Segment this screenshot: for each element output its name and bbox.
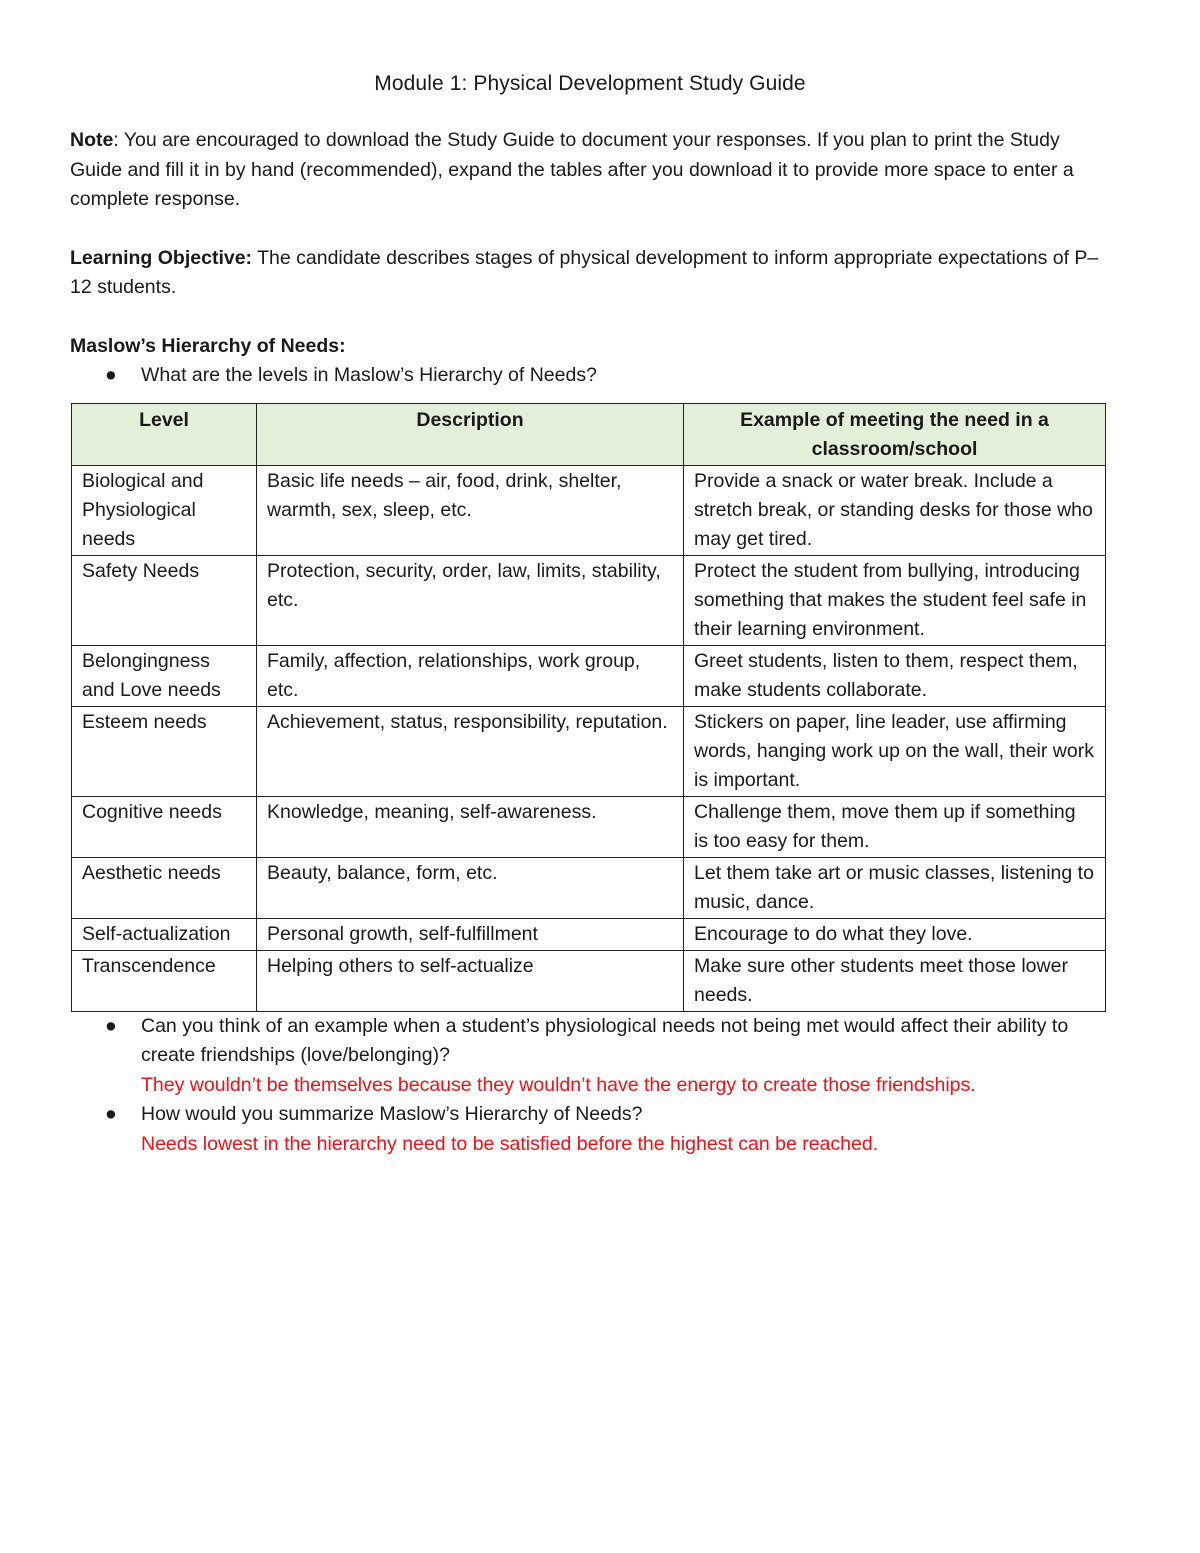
description-cell: Knowledge, meaning, self-awareness. xyxy=(257,796,684,857)
example-cell: Stickers on paper, line leader, use affirming words, hanging work up on the wall, their work is important. xyxy=(684,706,1106,796)
bullet-icon: ● xyxy=(105,1014,117,1037)
table-row xyxy=(72,857,1106,918)
example-cell: Let them take art or music classes, listening to music, dance. xyxy=(684,857,1106,918)
level-cell: Belongingness and Love needs xyxy=(72,645,257,706)
example-cell: Challenge them, move them up if something is too easy for them. xyxy=(684,796,1106,857)
list-item xyxy=(70,1012,1110,1101)
table-row xyxy=(72,706,1106,796)
list-item xyxy=(70,1100,1110,1159)
table-row xyxy=(72,796,1106,857)
table-row xyxy=(72,645,1106,706)
list-item xyxy=(70,361,1110,391)
column-header-level: Level xyxy=(72,403,257,465)
description-cell: Protection, security, order, law, limits, stability, etc. xyxy=(257,555,684,645)
level-cell: Aesthetic needs xyxy=(72,857,257,918)
example-cell: Protect the student from bullying, introducing something that makes the student feel safe in their learning environment. xyxy=(684,555,1106,645)
level-cell: Esteem needs xyxy=(72,706,257,796)
needs-table xyxy=(71,403,1106,1012)
example-cell: Greet students, listen to them, respect them, make students collaborate. xyxy=(684,645,1106,706)
level-cell: Biological and Physiological needs xyxy=(72,465,257,555)
follow-up-question-list xyxy=(70,1012,1110,1160)
table-row xyxy=(72,465,1106,555)
note-label: Note xyxy=(70,129,114,151)
question-text: Can you think of an example when a student’s physiological needs not being met would affect their ability to create friendships (love/belonging)? xyxy=(141,1014,1069,1066)
table-row xyxy=(72,950,1106,1011)
note-paragraph xyxy=(70,126,1110,215)
column-header-description: Description xyxy=(257,403,684,465)
description-cell: Personal growth, self-fulfillment xyxy=(257,918,684,950)
document-page xyxy=(70,70,1110,1159)
learning-objective-text: The candidate describes stages of physical development to inform appropriate expectations of P–12 students. xyxy=(70,246,1099,298)
learning-objective-label: Learning Objective: xyxy=(70,246,253,269)
description-cell: Family, affection, relationships, work group, etc. xyxy=(257,645,684,706)
question-text: How would you summarize Maslow’s Hierarchy of Needs? xyxy=(141,1103,643,1125)
level-cell: Safety Needs xyxy=(72,555,257,645)
answer-text: They wouldn’t be themselves because they wouldn’t have the energy to create those friendships. xyxy=(141,1073,976,1096)
answer-text: Needs lowest in the hierarchy need to be satisfied before the highest can be reached. xyxy=(141,1132,879,1155)
note-text: : You are encouraged to download the Study Guide to document your responses. If you plan to print the Study Guide and fill it in by hand (recommended), expand the tables after you download it to provide more space to enter a complete response. xyxy=(70,129,1074,210)
table-row xyxy=(72,918,1106,950)
example-cell: Provide a snack or water break. Include a stretch break, or standing desks for those who may get tired. xyxy=(684,465,1106,555)
table-header-row xyxy=(72,403,1106,465)
learning-objective-paragraph xyxy=(70,244,1110,303)
maslow-heading: Maslow’s Hierarchy of Needs: xyxy=(70,334,346,357)
example-cell: Encourage to do what they love. xyxy=(684,918,1106,950)
maslow-question: What are the levels in Maslow’s Hierarchy of Needs? xyxy=(141,364,597,386)
level-cell: Transcendence xyxy=(72,950,257,1011)
description-cell: Beauty, balance, form, etc. xyxy=(257,857,684,918)
column-header-example: Example of meeting the need in a classroom/school xyxy=(684,403,1106,465)
page-title: Module 1: Physical Development Study Guide xyxy=(374,72,806,95)
maslow-question-list xyxy=(70,361,1110,391)
description-cell: Helping others to self-actualize xyxy=(257,950,684,1011)
example-cell: Make sure other students meet those lower needs. xyxy=(684,950,1106,1011)
table-row xyxy=(72,555,1106,645)
bullet-icon: ● xyxy=(105,1103,117,1125)
level-cell: Cognitive needs xyxy=(72,796,257,857)
description-cell: Achievement, status, responsibility, reputation. xyxy=(257,706,684,796)
description-cell: Basic life needs – air, food, drink, shelter, warmth, sex, sleep, etc. xyxy=(257,465,684,555)
level-cell: Self-actualization xyxy=(72,918,257,950)
bullet-icon: ● xyxy=(105,364,117,386)
